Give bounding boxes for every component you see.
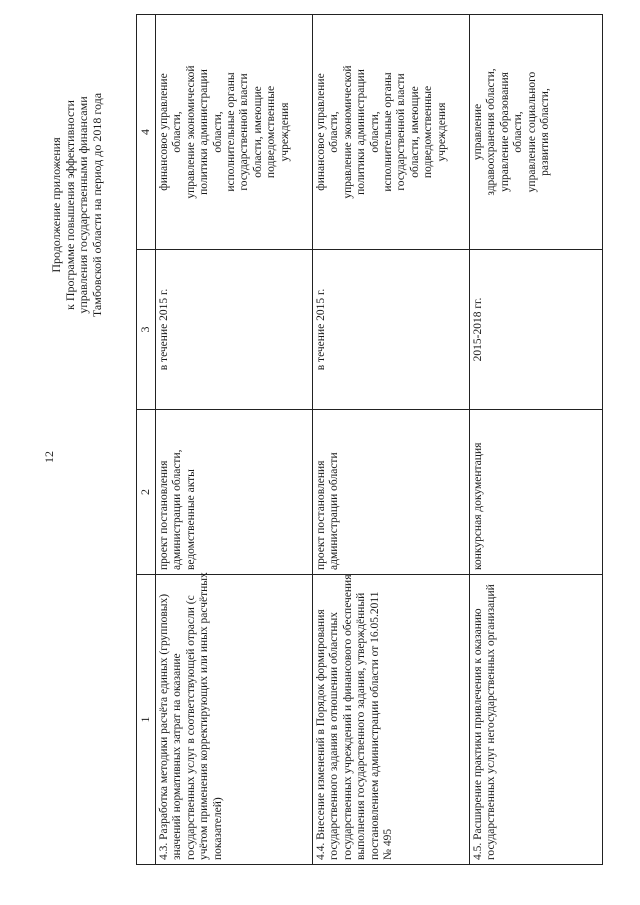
deadline-cell: в течение 2015 г.: [313, 250, 470, 410]
responsible-line: исполнительные органы: [382, 72, 395, 192]
measure-line: значений нормативных затрат на оказание: [171, 653, 184, 860]
responsible-line: области,: [328, 111, 341, 153]
measure-line: учётом применения корректирующих или иных расчётных: [198, 572, 211, 860]
responsible-line: политики администрации: [198, 69, 211, 195]
document-type-line: администрации области,: [171, 449, 184, 570]
measure-line: выполнения государственного задания, утверждённый: [355, 592, 368, 860]
responsible-line: управление образования: [498, 72, 511, 192]
measure-line: постановлением администрации области от 16.05.2011: [368, 591, 381, 860]
header-line: управления государственными финансами: [76, 96, 90, 314]
responsible-line: области,: [211, 111, 224, 153]
responsible-line: области, имеющие: [251, 86, 264, 178]
deadline-cell: 2015-2018 гг.: [470, 250, 603, 410]
measure-line: 4.4. Внесение изменений в Порядок формирования: [315, 609, 327, 860]
responsible-line: финансовое управление: [158, 73, 170, 191]
responsible-line: управление экономической: [184, 65, 197, 199]
responsible-line: исполнительные органы: [225, 72, 238, 192]
measure-line: показателей): [211, 797, 224, 860]
responsible-cell: [470, 15, 603, 250]
responsible-line: управление: [472, 103, 484, 161]
document-type-line: ведомственные акты: [184, 469, 197, 570]
responsible-line: учреждения: [435, 102, 448, 162]
responsible-line: учреждения: [278, 102, 291, 162]
column-number: 3: [137, 250, 156, 410]
responsible-line: государственной власти: [395, 73, 408, 191]
responsible-line: области,: [368, 111, 381, 153]
measure-cell: [313, 575, 470, 865]
responsible-line: развития области,: [539, 88, 552, 176]
header-line: Тамбовской области на период до 2018 года: [89, 92, 104, 318]
column-number: 1: [137, 575, 156, 865]
measure-line: 4.5. Расширение практики привлечения к оказанию: [472, 608, 484, 860]
responsible-cell: [156, 15, 313, 250]
measure-line: государственного задания в отношении областных: [328, 612, 341, 860]
responsible-line: подведомственные: [422, 85, 435, 179]
measure-line: государственных услуг в соответствующей отрасли (с: [184, 595, 197, 860]
header-line: к Программе повышения эффективности: [62, 100, 77, 310]
header-line: Продолжение приложения: [49, 137, 63, 273]
measure-cell: [470, 575, 603, 865]
responsible-cell: [313, 15, 470, 250]
table-row: [156, 15, 313, 865]
measure-line: № 495: [382, 828, 395, 860]
document-type-line: администрации области: [328, 452, 341, 570]
document-type-line: проект постановления: [315, 460, 327, 570]
responsible-line: подведомственные: [265, 85, 278, 179]
responsible-line: государственной власти: [238, 73, 251, 191]
table-row: [470, 15, 603, 865]
responsible-line: здравоохранения области,: [485, 68, 498, 196]
column-number: 2: [137, 410, 156, 575]
measure-line: 4.3. Разработка методики расчёта единых (групповых): [158, 593, 170, 860]
deadline-cell: в течение 2015 г.: [156, 250, 313, 410]
page-number: 12: [42, 451, 56, 463]
table-row: [313, 15, 470, 865]
column-number-row: [137, 15, 156, 865]
responsible-line: управление экономической: [341, 65, 354, 199]
responsible-line: политики администрации: [355, 69, 368, 195]
document-type-line: конкурсная документация: [472, 442, 484, 570]
document-type-cell: [156, 410, 313, 575]
measure-line: государственных учреждений и финансового обеспечения: [341, 574, 354, 860]
measure-line: государственных услуг негосударственных организаций: [485, 584, 498, 860]
responsible-line: области,: [171, 111, 184, 153]
responsible-line: финансовое управление: [315, 73, 327, 191]
measures-table: [136, 14, 603, 865]
appendix-header: [50, 15, 104, 395]
document-type-cell: [313, 410, 470, 575]
responsible-line: области, имеющие: [408, 86, 421, 178]
responsible-line: управление социального: [525, 71, 538, 193]
measure-cell: [156, 572, 313, 865]
responsible-line: области,: [512, 111, 525, 153]
document-type-line: проект постановления: [158, 460, 170, 570]
document-type-cell: [470, 410, 603, 575]
column-number: 4: [137, 15, 156, 250]
